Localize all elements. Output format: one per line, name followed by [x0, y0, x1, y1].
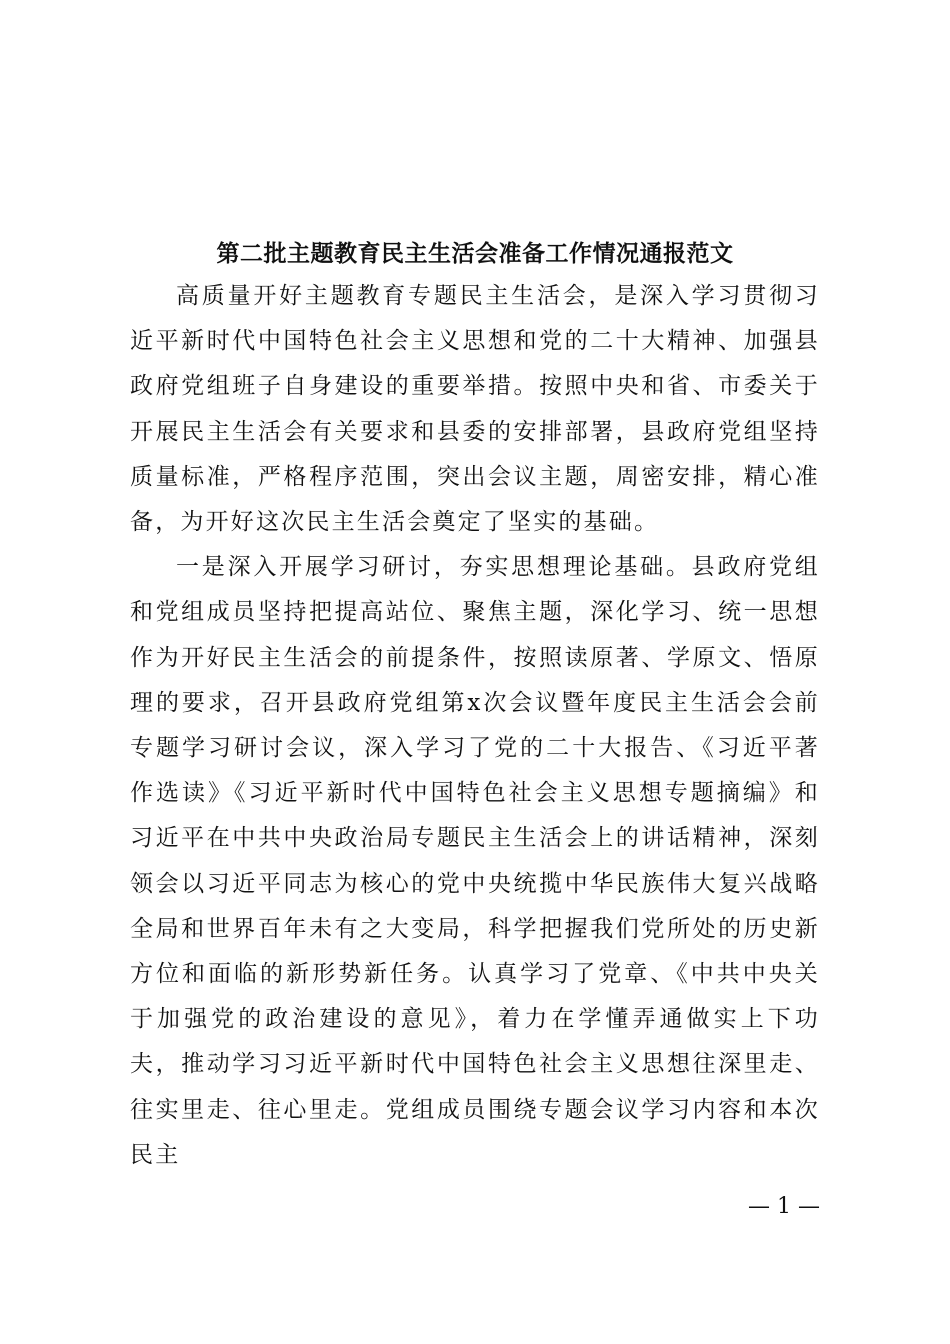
- document-body: [130, 274, 820, 1178]
- paragraph-intro: 高质量开好主题教育专题民主生活会，是深入学习贯彻习近平新时代中国特色社会主义思想和党的二十大精神、加强县政府党组班子自身建设的重要举措。按照中央和省、市委关于开展民主生活会有关要求和县委的安排部署，县政府党组坚持质量标准，严格程序范围，突出会议主题，周密安排，精心准备，为开好这次民主生活会奠定了坚实的基础。: [130, 283, 820, 536]
- page-number: — 1 —: [748, 1194, 820, 1219]
- document-title: 第二批主题教育民主生活会准备工作情况通报范文: [216, 240, 734, 267]
- paragraph-study: 一是深入开展学习研讨，夯实思想理论基础。县政府党组和党组成员坚持把提高站位、聚焦主题，深化学习、统一思想作为开好民主生活会的前提条件，按照读原著、学原文、悟原理的要求，召开县政府党组第x次会议暨年度民主生活会会前专题学习研讨会议，深入学习了党的二十大报告、《习近平著作选读》《习近平新时代中国特色社会主义思想专题摘编》和习近平在中共中央政治局专题民主生活会上的讲话精神，深刻领会以习近平同志为核心的党中央统揽中华民族伟大复兴战略全局和世界百年未有之大变局，科学把握我们党所处的历史新方位和面临的新形势新任务。认真学习了党章、《中共中央关于加强党的政治建设的意见》，着力在学懂弄通做实上下功夫，推动学习习近平新时代中国特色社会主义思想往深里走、往实里走、往心里走。党组成员围绕专题会议学习内容和本次民主: [130, 554, 820, 1168]
